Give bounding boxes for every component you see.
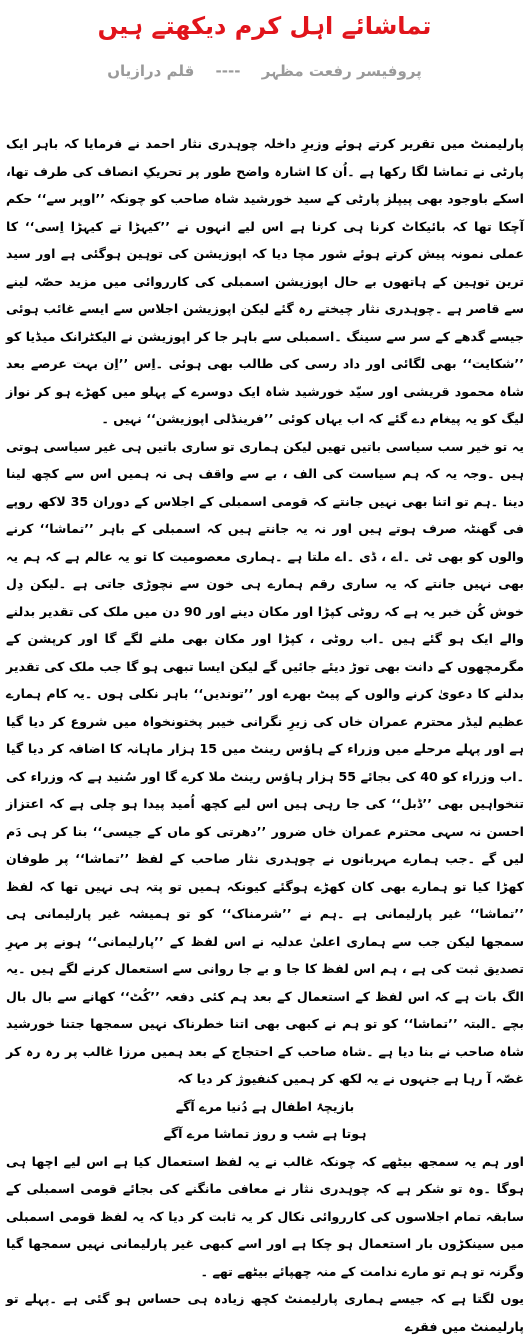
column-name: قلم درازیاں — [107, 62, 195, 80]
verse-line-2: ہوتا ہے شب و روز تماشا مرے آگے — [163, 1126, 367, 1141]
author-name: پروفیسر رفعت مظہر — [261, 62, 422, 80]
paragraph-1: پارلیمنٹ میں تقریر کرتے ہوئے وزیرِ داخلہ چوہدری نثار احمد نے فرمایا کہ باہر ایک پارٹی نے تماشا لگا رکھا ہے ۔اُن کا اشارہ واضح طور پر تحریکِ انصاف کی طرف تھا، اسکے باوجود بھی پیپلز پارٹی کے سید خورشید شاہ صاحب کو چونکہ ’’اوپر سے‘‘ حکم آچکا تھا کہ بائیکاٹ کرنا ہی کرنا ہے اس لیے انہوں نے ’’کیہڑا تے کیہڑا اِسی‘‘ کا عملی نمونہ پیش کرتے ہوئے شور مچا دیا کہ اپوزیشن کی توہین ہوگئی ہے اور سید ترین توہین کے ہاتھوں بے حال اپوزیشن اسمبلی کی کارروائی میں مزید حصّہ لینے سے قاصر ہے ۔چوہدری نثار چیختے رہ گئے لیکن اپوزیشن اجلاس سے ایسے غائب ہوئی جیسے گدھے کے سر سے سینگ ۔اسمبلی سے باہر جا کر اپوزیشن نے الیکٹرانک میڈیا کو ’’شکایت‘‘ بھی لگائی اور داد رسی کی طالب بھی ہوئی ۔اِس ’’اِن بہت عرصے بعد شاہ محمود قریشی اور سیّد خورشید شاہ ایک دوسرے کے پہلو میں کھڑے ہو کر نواز لیگ کو یہ پیغام دے گئے کہ اب یہاں کوئی ’’فرینڈلی اپوزیشن‘‘ نہیں ۔ — [6, 136, 524, 426]
article-body — [6, 130, 524, 1340]
paragraph-2: یہ تو خیر سب سیاسی باتیں تھیں لیکن ہماری تو ساری باتیں ہی غیر سیاسی ہوتی ہیں ۔وجہ یہ کہ ہم سیاست کی الف ، بے سے واقف ہی نہ ہمیں اس سے کچھ لینا دینا ۔ہم تو اتنا بھی نہیں جانتے کہ قومی اسمبلی کے اجلاس کے دوران 35 لاکھ روپے فی گھنٹہ صرف ہوتے ہیں اور نہ یہ جانتے ہیں کہ اسمبلی کے باہر ’’تماشا‘‘ کرنے والوں کو بھی ٹی ۔اے ، ڈی ۔اے ملتا ہے ۔ہماری معصومیت کا تو یہ عالم ہے کہ ہم یہ بھی نہیں جانتے کہ یہ ساری رقم ہمارے ہی خون سے نچوڑی جاتی ہے ۔لیکن دِل خوش کُن خبر یہ ہے کہ روٹی کپڑا اور مکان دینے اور 90 دن میں ملک کی تقدیر بدلنے والے ایک ہو گئے ہیں ۔اب روٹی ، کپڑا اور مکان بھی ملنے لگے گا اور کرپشن کے مگرمچھوں کے دانت بھی توڑ دیئے جائیں گے لیکن ایسا تبھی ہو گا جب ملک کی تقدیر بدلنے کا دعویٰ کرنے والوں کے پیٹ بھرے اور ’’توندیں‘‘ باہر نکلی ہوں ۔یہ کام ہمارے عظیم لیڈر محترم عمران خاں کی زیرِ نگرانی خیبر پختونخواہ میں شروع کر دیا گیا ہے اور پہلے مرحلے میں وزراء کے ہاؤس رینٹ میں 15 ہزار ماہانہ کا اضافہ کر دیا گیا ۔اب وزراء کو 40 کی بجائے 55 ہزار ہاؤس رینٹ ملا کرے گا اور سُنید ہے کہ وزراء کی تنخواہیں بھی ’’ڈبل‘‘ کی جا رہی ہیں اس لیے کچھ اُمید پیدا ہو چلی ہے کہ اعتزاز احسن نہ سہی محترم عمران خاں ضرور ’’دھرتی کو ماں کے جیسی‘‘ بنا کر ہی دَم لیں گے ۔جب ہمارے مہربانوں نے چوہدری نثار صاحب کے لفظ ’’تماشا‘‘ پر طوفان کھڑا کیا تو ہمارے بھی کان کھڑے ہوگئے کیونکہ ہمیں تو پتہ ہی نہیں تھا کہ لفظ ’’تماشا‘‘ غیر پارلیمانی ہے ۔ہم نے ’’شرمناک‘‘ کو تو ہمیشہ غیر پارلیمانی ہی سمجھا لیکن جب سے ہماری اعلیٰ عدلیہ نے اس لفظ کے ’’پارلیمانی‘‘ ہونے پر مہرِ تصدیق ثبت کی ہے ، ہم اس لفظ کا جا و بے جا روانی سے استعمال کرنے لگے ہیں ۔یہ الگ بات ہے کہ اس لفظ کے استعمال کے بعد ہم کئی دفعہ ’’کُٹ‘‘ کھانے سے بال بال بچے ۔البتہ ’’تماشا‘‘ کو تو ہم نے کبھی بھی اتنا خطرناک نہیں سمجھا جتنا خورشید شاہ صاحب نے بنا دیا ہے ۔شاہ صاحب کے احتجاج کے بعد ہمیں مرزا غالب پر رہ رہ کر غصّہ آ رہا ہے جنہوں نے یہ لکھ کر ہمیں کنفیوژ کر دیا کہ — [6, 438, 524, 1086]
byline — [0, 62, 529, 80]
byline-separator: ---- — [215, 62, 241, 80]
paragraph-3: اور ہم یہ سمجھ بیٹھے کہ چونکہ غالب نے یہ لفظ استعمال کیا ہے اس لیے اچھا ہی ہوگا ۔وہ تو شکر ہے کہ چوہدری نثار نے معافی مانگنے کی بجائے قومی اسمبلی کے سابقہ تمام اجلاسوں کی کارروائی نکال کر یہ ثابت کر دیا کہ یہ لفظ قومی اسمبلی میں سینکڑوں بار استعمال ہو چکا ہے اور اسے کبھی غیر پارلیمانی نہیں سمجھا گیا وگرنہ تو ہم تو مارے ندامت کے منہ چھپائے بیٹھے تھے ۔ — [6, 1153, 524, 1279]
article-title: تماشائے اہل کرم دیکھتے ہیں — [97, 12, 432, 40]
verse-line-1: بازیچۂ اطفال ہے دُنیا مرے آگے — [175, 1098, 355, 1114]
paragraph-4: یوں لگتا ہے کہ جیسے ہماری پارلیمنٹ کچھ زیادہ ہی حساس ہو گئی ہے ۔پہلے تو پارلیمنٹ میں فقرے — [6, 1291, 524, 1334]
